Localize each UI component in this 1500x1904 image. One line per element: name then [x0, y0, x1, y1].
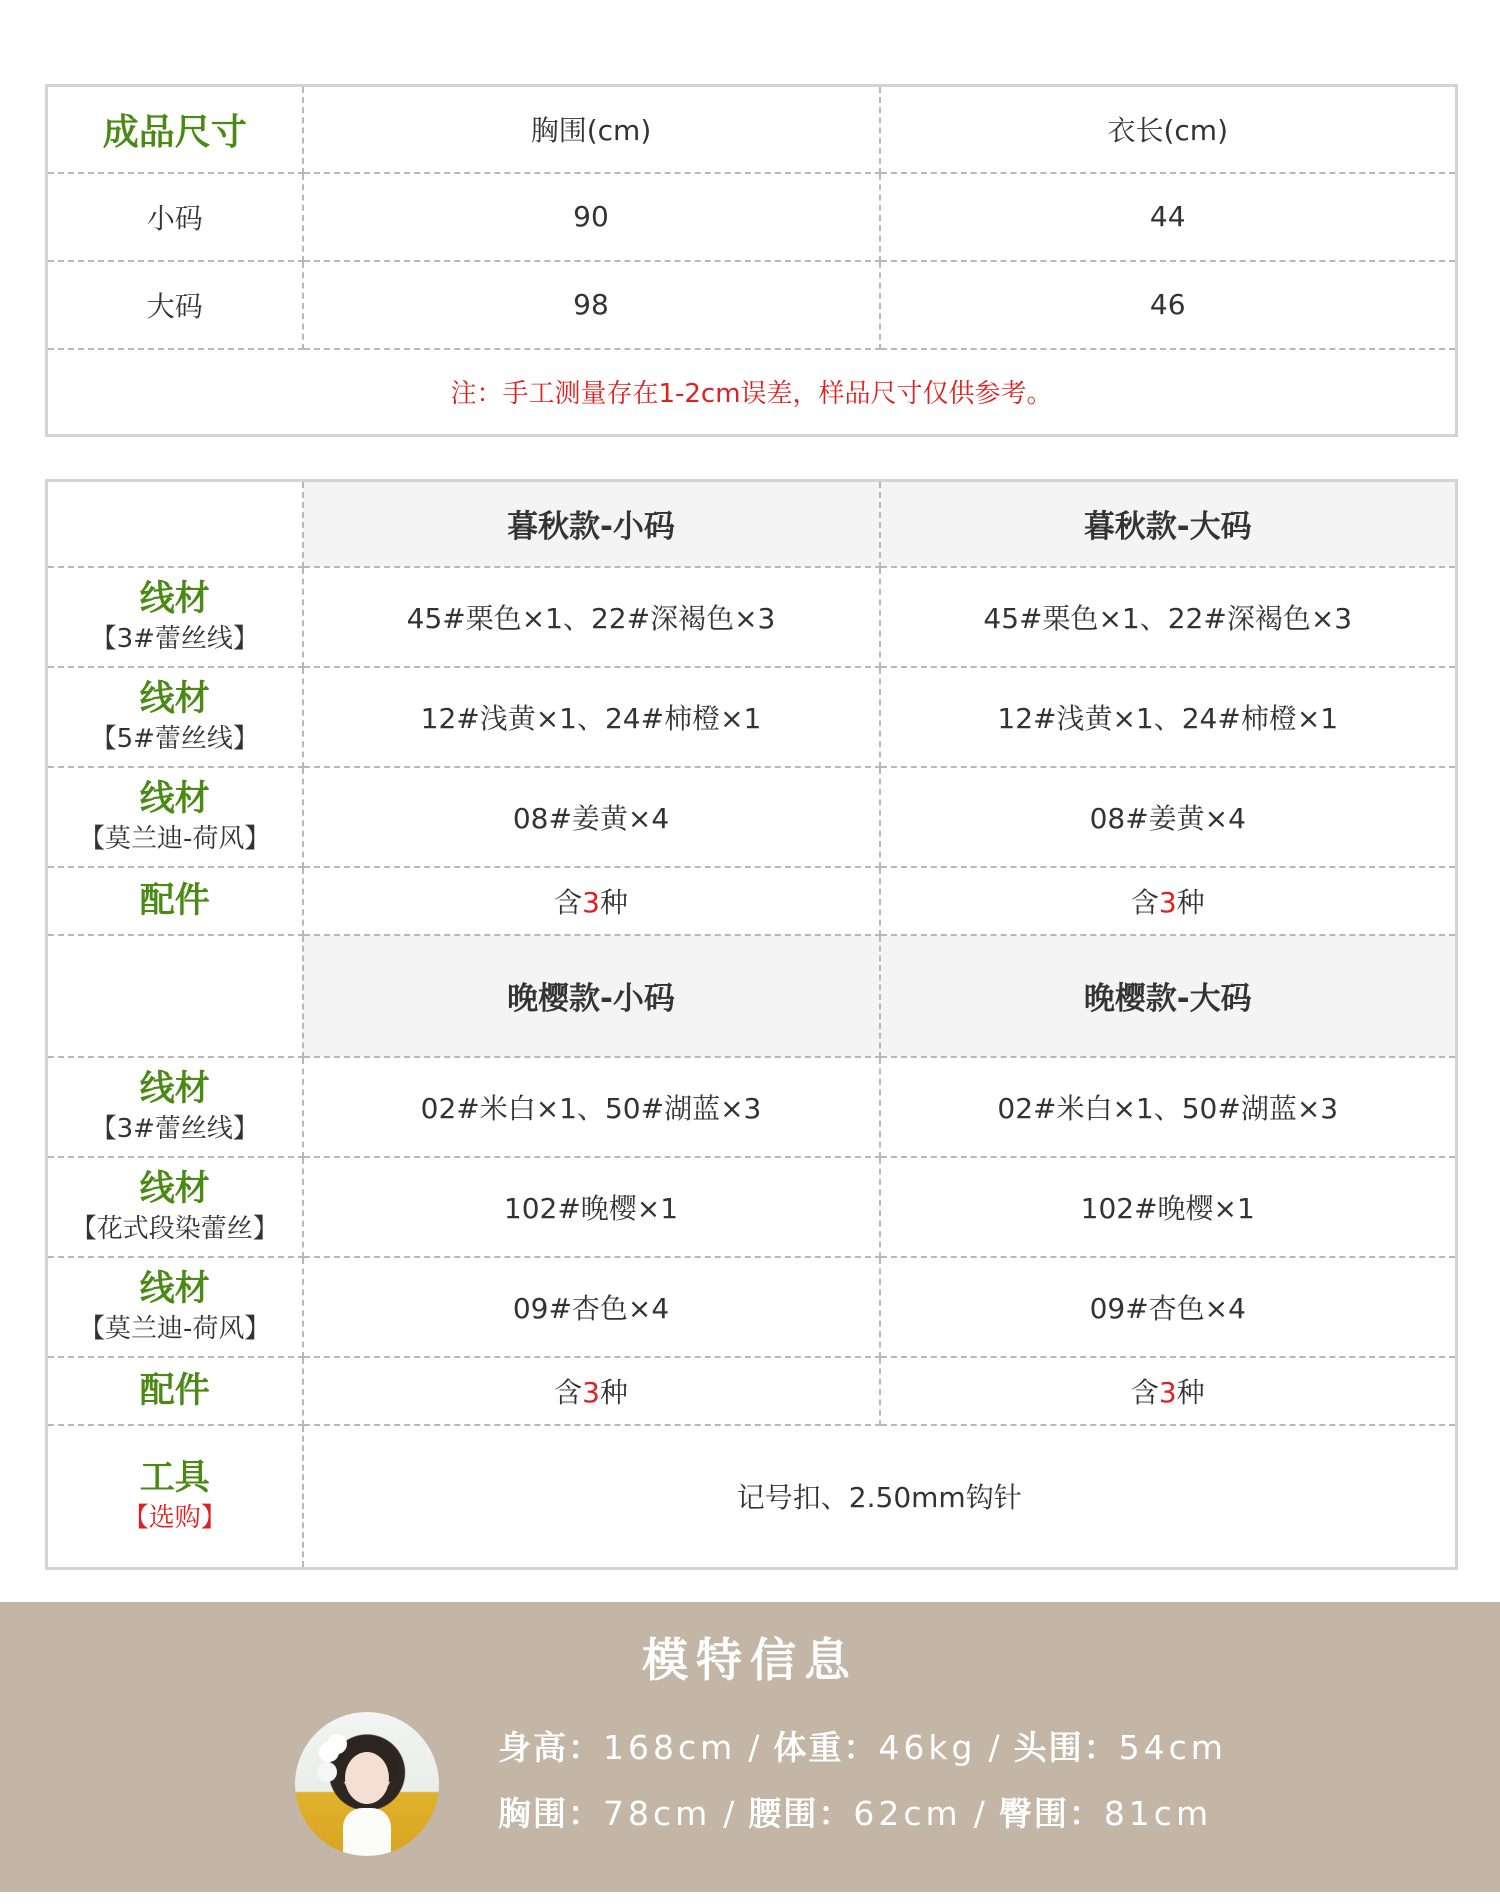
accessory-label: 配件	[139, 880, 210, 921]
separator: /	[723, 1794, 737, 1833]
model-info-panel	[0, 1602, 1500, 1892]
large-value: 12#浅黄×1、24#柿橙×1	[880, 667, 1457, 767]
length-header: 衣长(cm)	[880, 86, 1457, 173]
col-header-small: 晚樱款-小码	[303, 935, 880, 1057]
label-main: 线材	[139, 778, 210, 819]
stat-value: 168cm	[603, 1728, 737, 1767]
size-label: 大码	[47, 261, 303, 349]
accessory-count: 3	[582, 1375, 600, 1409]
accessory-row	[47, 1357, 1457, 1425]
material-label	[47, 1157, 303, 1257]
size-table	[45, 84, 1458, 437]
small-value: 08#姜黄×4	[303, 767, 880, 867]
label-sub: 【花式段染蕾丝】	[70, 1213, 279, 1244]
large-value: 08#姜黄×4	[880, 767, 1457, 867]
materials-table	[45, 479, 1458, 1570]
small-value: 02#米白×1、50#湖蓝×3	[303, 1057, 880, 1157]
separator: /	[973, 1794, 987, 1833]
label-sub: 【莫兰迪-荷风】	[79, 823, 271, 854]
section-header-row	[47, 935, 1457, 1057]
accessory-suffix: 种	[599, 885, 628, 919]
bust-value: 98	[303, 261, 880, 349]
material-label	[47, 667, 303, 767]
accessory-suffix: 种	[1176, 1375, 1205, 1409]
size-table-title: 成品尺寸	[47, 86, 303, 173]
accessory-count: 3	[582, 885, 600, 919]
small-value: 102#晚樱×1	[303, 1157, 880, 1257]
material-label	[47, 1257, 303, 1357]
accessory-prefix: 含	[1130, 885, 1159, 919]
material-label	[47, 1057, 303, 1157]
col-header-large: 晚樱款-大码	[880, 935, 1457, 1057]
label-sub: 【3#蕾丝线】	[90, 623, 259, 654]
table-row	[47, 261, 1457, 349]
table-row	[47, 667, 1457, 767]
accessory-small	[303, 867, 880, 935]
stat-key: 腰围：	[748, 1794, 854, 1833]
tools-value: 记号扣、2.50mm钩针	[736, 1481, 1022, 1515]
separator: /	[748, 1728, 762, 1767]
accessory-large	[880, 867, 1457, 935]
large-value: 45#栗色×1、22#深褐色×3	[880, 567, 1457, 667]
accessory-small	[303, 1357, 880, 1425]
material-label	[47, 767, 303, 867]
flower-icon	[319, 1742, 339, 1762]
tools-row	[47, 1425, 1457, 1569]
length-value: 44	[880, 173, 1457, 261]
large-value: 102#晚樱×1	[880, 1157, 1457, 1257]
stat-value: 46kg	[878, 1728, 977, 1767]
bust-value: 90	[303, 173, 880, 261]
accessory-label-cell	[47, 867, 303, 935]
model-stats-row-2	[498, 1786, 1212, 1842]
model-info-title: 模特信息	[642, 1633, 858, 1687]
stat-value: 81cm	[1103, 1794, 1213, 1833]
stat-value: 54cm	[1118, 1728, 1227, 1767]
bust-header: 胸围(cm)	[303, 86, 880, 173]
table-row	[47, 767, 1457, 867]
stat-key: 胸围：	[498, 1794, 603, 1833]
large-value: 02#米白×1、50#湖蓝×3	[880, 1057, 1457, 1157]
col-header-large: 暮秋款-大码	[880, 481, 1457, 567]
table-row	[47, 1157, 1457, 1257]
stat-value: 62cm	[853, 1794, 962, 1833]
length-value: 46	[880, 261, 1457, 349]
model-avatar	[295, 1712, 439, 1856]
col-header-small: 暮秋款-小码	[303, 481, 880, 567]
small-value: 09#杏色×4	[303, 1257, 880, 1357]
separator: /	[988, 1728, 1002, 1767]
label-main: 线材	[139, 678, 210, 719]
empty-cell	[47, 481, 303, 567]
accessory-label-cell	[47, 1357, 303, 1425]
accessory-label: 配件	[139, 1370, 210, 1411]
label-main: 线材	[139, 1268, 210, 1309]
note-row	[47, 349, 1457, 436]
table-row	[47, 1057, 1457, 1157]
large-value: 09#杏色×4	[880, 1257, 1457, 1357]
measurement-note: 注：手工测量存在1-2cm误差，样品尺寸仅供参考。	[450, 379, 1053, 410]
accessory-prefix: 含	[1130, 1375, 1159, 1409]
accessory-prefix: 含	[554, 885, 583, 919]
avatar-face	[345, 1752, 389, 1804]
table-row	[47, 567, 1457, 667]
empty-cell	[47, 935, 303, 1057]
label-sub: 【5#蕾丝线】	[90, 723, 259, 754]
small-value: 45#栗色×1、22#深褐色×3	[303, 567, 880, 667]
table-row	[47, 173, 1457, 261]
accessory-count: 3	[1158, 885, 1177, 919]
avatar-collar	[343, 1808, 391, 1856]
label-main: 线材	[139, 1168, 210, 1209]
accessory-row	[47, 867, 1457, 935]
stat-key: 臀围：	[998, 1794, 1104, 1833]
material-label	[47, 567, 303, 667]
size-label: 小码	[47, 173, 303, 261]
small-value: 12#浅黄×1、24#柿橙×1	[303, 667, 880, 767]
accessory-large	[880, 1357, 1457, 1425]
accessory-prefix: 含	[554, 1375, 583, 1409]
tools-sub: 【选购】	[122, 1503, 227, 1534]
table-row	[47, 1257, 1457, 1357]
accessory-suffix: 种	[599, 1375, 628, 1409]
size-header-row	[47, 86, 1457, 173]
model-stats-row-1	[498, 1720, 1227, 1776]
accessory-count: 3	[1158, 1375, 1177, 1409]
label-sub: 【莫兰迪-荷风】	[79, 1313, 271, 1344]
stat-key: 体重：	[773, 1728, 879, 1767]
stat-key: 身高：	[498, 1728, 603, 1767]
label-main: 线材	[139, 578, 210, 619]
accessory-suffix: 种	[1176, 885, 1205, 919]
label-sub: 【3#蕾丝线】	[90, 1113, 259, 1144]
stat-value: 78cm	[603, 1794, 712, 1833]
label-main: 线材	[139, 1068, 210, 1109]
stat-key: 头围：	[1013, 1728, 1119, 1767]
section-header-row	[47, 481, 1457, 567]
tools-label-cell	[47, 1425, 303, 1569]
tools-label: 工具	[139, 1458, 210, 1499]
